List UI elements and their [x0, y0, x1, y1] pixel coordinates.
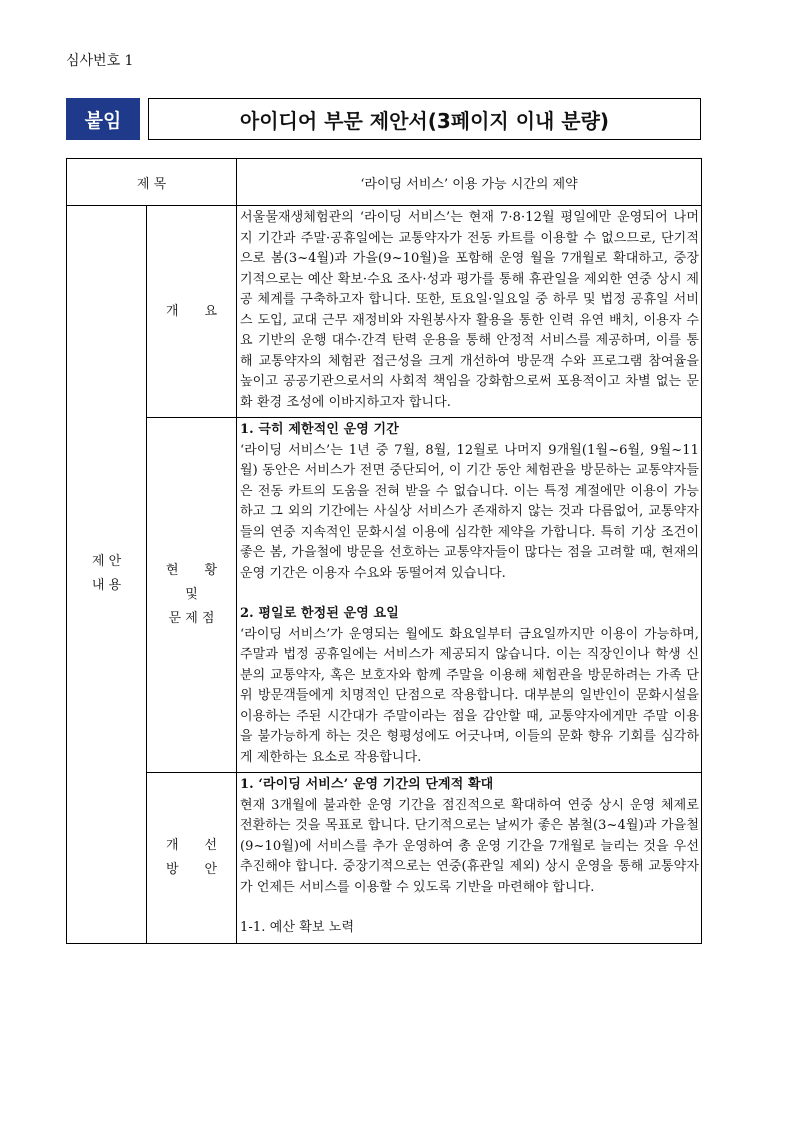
- issues-text-2: ‘라이딩 서비스’가 운영되는 월에도 화요일부터 금요일까지만 이용이 가능하며, 주말과 법정 공휴일에는 서비스가 제공되지 않습니다. 이는 직장인이나 학생 신분의 교통약자, 혹은 보호자와 함께 주말을 이용해 체험관을 방문하려는 가족 단위 방문객들에게 치명적인 단점으로 작용합니다. 대부분의 일반인이 문화시설을 이용하는 주된 시간대가 주말이라는 점을 감안할 때, 교통약자에게만 주말 이용을 불가능하게 하는 것은 형평성에도 어긋나며, 이들의 문화 향유 기회를 심각하게 제한하는 요소로 작용합니다.: [240, 626, 699, 765]
- title-label: 제 목: [67, 159, 237, 206]
- proposal-title: 아이디어 부문 제안서(3페이지 이내 분량): [148, 98, 701, 140]
- improvement-text-1: 현재 3개월에 불과한 운영 기간을 점진적으로 확대하여 연중 상시 운영 체제로 전환하는 것을 목표로 합니다. 단기적으로는 날씨가 좋은 봄철(3~4월)과 가을철(9~10월)에 서비스를 추가 운영하여 총 운영 기간을 7개월로 늘리는 것을 우선 추진해야 합니다. 중장기적으로는 연중(휴관일 제외) 상시 운영을 통해 교통약자가 언제든 서비스를 이용할 수 있도록 기반을 마련해야 합니다.: [240, 797, 699, 895]
- improvement-label-line2: 방 안: [165, 861, 218, 877]
- issues-label: [147, 418, 237, 773]
- improvement-heading-1: 1. ‘라이딩 서비스’ 운영 기간의 단계적 확대: [240, 777, 494, 792]
- overview-cell: [237, 206, 702, 418]
- improvement-sub-heading: 1-1. 예산 확보 노력: [240, 920, 355, 935]
- overview-text: 서울물재생체험관의 ‘라이딩 서비스’는 현재 7·8·12월 평일에만 운영되어 나머지 기간과 주말·공휴일에는 교통약자가 전동 카트를 이용할 수 없으므로, 단기적으로 봄(3~4월)과 가을(9~10월)을 포함해 운영 월을 7개월로 확대하고, 중장기적으로는 예산 확보·수요 조사·성과 평가를 통해 휴관일을 제외한 연중 상시 제공 체계를 구축하고자 합니다. 또한, 토요일·일요일 중 하루 및 법정 공휴일 서비스 도입, 교대 근무 재정비와 자원봉사자 활용을 통한 인력 유연 배치, 이용자 수요 기반의 운행 대수·간격 탄력 운용을 통해 안정적 서비스를 제공하며, 이를 통해 교통약자의 체험관 접근성을 크게 개선하여 방문객 수와 프로그램 참여율을 높이고 공공기관으로서의 사회적 책임을 강화함으로써 포용적이고 차별 없는 문화 환경 조성에 이바지하고자 합니다.: [240, 210, 699, 410]
- issues-cell: [237, 418, 702, 773]
- attachment-badge: 붙임: [66, 98, 140, 140]
- proposal-table: [66, 158, 702, 944]
- section-label-line2: 내 용: [91, 578, 122, 594]
- issues-text-1: ‘라이딩 서비스’는 1년 중 7월, 8월, 12월로 나머지 9개월(1월~6월, 9월~11월) 동안은 서비스가 전면 중단되어, 이 기간 동안 체험관을 방문하는 교통약자들은 전동 카트의 도움을 전혀 받을 수 없습니다. 이는 특정 계절에만 이용이 가능하고 그 외의 기간에는 사실상 서비스가 존재하지 않는 것과 다름없어, 교통약자들의 연중 지속적인 문화시설 이용에 심각한 제약을 가합니다. 특히 기상 조건이 좋은 봄, 가을철에 방문을 선호하는 교통약자들이 많다는 점을 고려할 때, 현재의 운영 기간은 이용자 수요와 동떨어져 있습니다.: [240, 442, 699, 581]
- issues-label-line1: 현 황: [165, 563, 218, 578]
- proposal-content-label: [67, 206, 147, 944]
- improvement-label-line1: 개 선: [165, 837, 218, 853]
- overview-label: 개 요: [147, 206, 237, 418]
- review-number: 심사번호 1: [66, 53, 134, 69]
- overview-row: [67, 206, 702, 418]
- proposal-header: [66, 98, 701, 140]
- issues-row: [67, 418, 702, 773]
- issues-heading-1: 1. 극히 제한적인 운영 기간: [240, 422, 399, 437]
- improvement-cell: [237, 773, 702, 944]
- improvement-label: [147, 773, 237, 944]
- title-value: ‘라이딩 서비스’ 이용 가능 시간의 제약: [237, 159, 702, 206]
- title-row: [67, 159, 702, 206]
- issues-label-line3: 문 제 점: [168, 611, 215, 626]
- improvement-row: [67, 773, 702, 944]
- issues-label-line2: 및: [185, 587, 198, 602]
- section-label-line1: 제 안: [91, 554, 122, 570]
- issues-heading-2: 2. 평일로 한정된 운영 요일: [240, 606, 399, 621]
